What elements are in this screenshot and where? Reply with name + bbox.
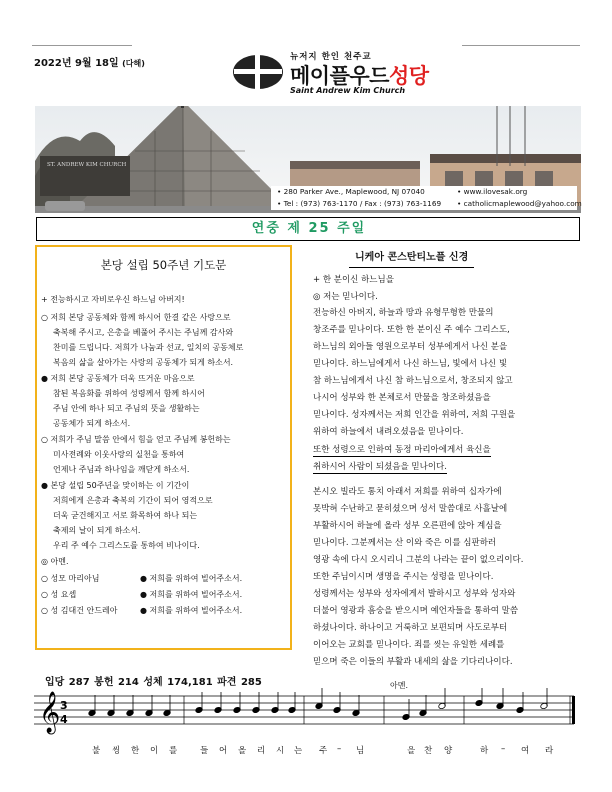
- week-title: 연중 제 25 주일: [251, 221, 367, 236]
- lyric-syllable: 한: [131, 746, 140, 756]
- lyric-syllable: 씽: [112, 746, 121, 756]
- creed-line: ◎ 저는 믿나이다.: [313, 292, 378, 302]
- intercession-name: ○ 성 김대건 안드레아: [41, 606, 118, 615]
- lyric-syllable: 리: [257, 746, 266, 756]
- lyric-syllable: 올: [238, 746, 247, 756]
- lyric-syllable: 을: [407, 746, 416, 756]
- lyric-syllable: 라: [545, 746, 554, 756]
- prayer-line: ● 저희 본당 공동체가 더욱 뜨거운 마음으로: [41, 374, 195, 383]
- logo-name: 메이플우드성당: [290, 64, 429, 88]
- lyric-syllable: 하: [480, 746, 489, 756]
- email-link[interactable]: • catholicmaplewood@yahoo.com: [457, 199, 582, 208]
- creed-line-underlined: 또한 성령으로 인하여 동정 마리아에게서 육신을: [313, 445, 491, 455]
- hymn-numbers: 입당 287 봉헌 214 성체 174,181 파견 285: [45, 677, 262, 688]
- logo-english-name: Saint Andrew Kim Church: [290, 86, 406, 95]
- logo-tagline: 뉴저지 한인 천주교: [290, 52, 372, 62]
- anniversary-prayer-box: [35, 245, 292, 650]
- prayer-line: 우리 주 예수 그리스도를 통하여 비나이다.: [53, 541, 200, 550]
- creed-line: 위하여 하늘에서 내려오셨음을 믿나이다.: [313, 427, 464, 437]
- top-rule-right: [462, 45, 580, 46]
- prayer-line: 축제의 날이 되게 하소서.: [53, 526, 141, 535]
- lyric-syllable: 님: [356, 746, 365, 756]
- prayer-line: ○ 저희 본당 공동체와 함께 하시어 한결 같은 사랑으로: [41, 313, 231, 322]
- prayer-line: 언제나 주님과 하나임을 깨닫게 하소서.: [53, 465, 190, 474]
- creed-line: 못박혀 수난하고 묻히셨으며 성서 말씀대로 사흘날에: [313, 504, 508, 514]
- creed-title: 니케아 콘스탄티노플 신경: [355, 248, 468, 263]
- creed-line: 하느님의 외아들 영원으로부터 성부에게서 나신 분을: [313, 342, 508, 352]
- lyric-syllable: 양: [444, 746, 453, 756]
- lyric-syllable: 는: [294, 746, 303, 756]
- prayer-title: 본당 설립 50주년 기도문: [100, 258, 227, 272]
- time-signature-bottom: 4: [60, 713, 68, 726]
- bulletin-date: 2022년 9월 18일 (다해): [34, 58, 145, 69]
- intercession-response: ● 저희를 위하여 빌어주소서.: [140, 574, 243, 583]
- intercession-name: ○ 성 요셉: [41, 590, 77, 599]
- week-title-bar: [36, 217, 580, 241]
- creed-line: 더불어 영광과 흠숭을 받으시며 예언자들을 통하여 말씀: [313, 606, 519, 616]
- intercession-name: ○ 성모 마리아님: [41, 574, 100, 583]
- phone-text: • Tel : (973) 763-1170 / Fax : (973) 763-1169: [277, 199, 442, 208]
- website-link[interactable]: • www.ilovesak.org: [457, 187, 528, 196]
- creed-line: 나시어 성부와 한 본체로서 만물을 창조하셨음을: [313, 393, 491, 403]
- contact-info-box: [271, 186, 582, 210]
- treble-clef-icon: 𝄞: [39, 692, 61, 733]
- top-rule-left: [32, 45, 132, 46]
- creed-line: 부활하시어 하늘에 올라 성부 오른편에 앉아 계심을: [313, 521, 502, 531]
- lyric-syllable: 이: [150, 746, 159, 756]
- creed-line: 믿나이다. 성자께서는 저희 인간을 위하여, 저희 구원을: [313, 410, 516, 420]
- creed-line: 믿나이다. 그분께서는 산 이와 죽은 이를 심판하러: [313, 538, 497, 548]
- church-logo-icon: [232, 52, 288, 92]
- music-staff: [34, 688, 580, 748]
- intercession-response: ● 저희를 위하여 빌어주소서.: [140, 606, 243, 615]
- lyric-syllable: 어: [219, 746, 228, 756]
- creed-line: 영광 속에 다시 오시리니 그분의 나라는 끝이 없으리이다.: [313, 555, 524, 565]
- creed-amen: 아멘.: [390, 681, 408, 690]
- prayer-line: + 전능하시고 자비로우신 하느님 아버지!: [41, 295, 185, 304]
- creed-line: 참 하느님에게서 나신 참 하느님으로서, 창조되지 않고: [313, 376, 513, 386]
- creed-line: 본시오 빌라도 통치 아래서 저희를 위하여 십자가에: [313, 487, 502, 497]
- prayer-line: 축복해 주시고, 은총을 베풀어 주시는 주님께 감사와: [53, 328, 234, 337]
- prayer-line: ◎ 아멘.: [41, 557, 69, 566]
- creed-line: 믿으며 죽은 이들의 부활과 내세의 삶을 기다리나이다.: [313, 657, 513, 667]
- prayer-line: 공동체가 되게 하소서.: [53, 419, 131, 428]
- time-signature-top: 3: [60, 699, 68, 712]
- prayer-line: 저희에게 은총과 축복의 기간이 되어 영적으로: [53, 496, 213, 505]
- creed-line: 또한 주님이시며 생명을 주시는 성령을 믿나이다.: [313, 572, 494, 582]
- prayer-line: ○ 저희가 주님 말씀 안에서 힘을 얻고 주님께 봉헌하는: [41, 435, 231, 444]
- lyric-syllable: 불: [92, 746, 101, 756]
- address-text: • 280 Parker Ave., Maplewood, NJ 07040: [277, 187, 425, 196]
- prayer-line: 미사전례와 이웃사랑의 실천을 통하여: [53, 450, 185, 459]
- lyric-syllable: 여: [521, 746, 530, 756]
- creed-line: 믿나이다. 하느님에게서 나신 하느님, 빛에서 나신 빛: [313, 359, 508, 369]
- creed-line: + 한 분이신 하느님을: [313, 275, 394, 285]
- creed-line: 이어오는 교회를 믿나이다. 죄를 씻는 유일한 세례를: [313, 640, 505, 650]
- lyric-syllable: –: [501, 744, 506, 754]
- lyric-syllable: 찬: [424, 746, 433, 756]
- lyric-syllable: 시: [276, 746, 285, 756]
- church-sign-text: ST. ANDREW KIM CHURCH: [47, 162, 127, 168]
- creed-line: 성령께서는 성부와 성자에게서 발하시고 성부와 성자와: [313, 589, 516, 599]
- prayer-line: 더욱 굳건해지고 서로 화목하여 하나 되는: [53, 511, 198, 520]
- prayer-line: 참된 복음화를 위하여 성령께서 함께 하시어: [53, 389, 205, 398]
- lyric-syllable: 들: [200, 746, 209, 756]
- prayer-line: 찬미를 드립니다. 저희가 나눔과 선교, 일치의 공동체로: [53, 343, 244, 352]
- lyric-syllable: 를: [169, 746, 178, 756]
- creed-line: 하셨나이다. 하나이고 거룩하고 보편되며 사도로부터: [313, 623, 508, 633]
- prayer-line: 주님 안에 하나 되고 주님의 뜻을 생활하는: [53, 404, 200, 413]
- prayer-line: 복음의 삶을 살아가는 사랑의 공동체가 되게 하소서.: [53, 358, 234, 367]
- creed-line: 창조주를 믿나이다. 또한 한 분이신 주 예수 그리스도,: [313, 325, 510, 335]
- lyric-syllable: 주: [319, 746, 328, 756]
- lyric-syllable: –: [337, 744, 342, 754]
- prayer-line: ● 본당 설립 50주년을 맞이하는 이 기간이: [41, 481, 190, 490]
- creed-line-underlined: 취하시어 사람이 되셨음을 믿나이다.: [313, 462, 447, 472]
- intercession-response: ● 저희를 위하여 빌어주소서.: [140, 590, 243, 599]
- creed-line: 전능하신 아버지, 하늘과 땅과 유형무형한 만물의: [313, 308, 494, 318]
